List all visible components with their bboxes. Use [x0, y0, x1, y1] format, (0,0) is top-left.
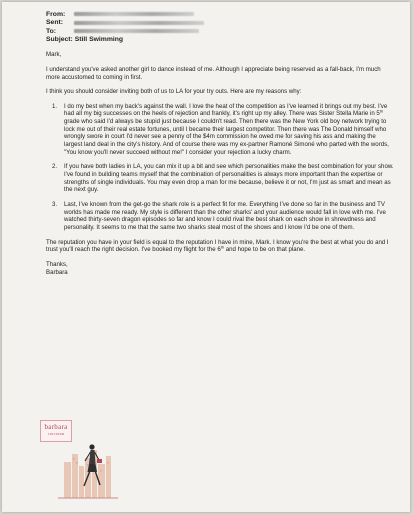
closing-text-cont: and hope to be on that plane.: [224, 246, 306, 254]
reason-number: 2.: [52, 163, 58, 171]
redacted-sent: [74, 21, 204, 25]
sent-line: [46, 19, 394, 27]
email-header: [46, 11, 394, 44]
signoff: [46, 261, 394, 276]
closing-paragraph: [46, 239, 394, 254]
redacted-from: [74, 12, 194, 16]
to-line: [46, 28, 394, 36]
reasons-list: [46, 103, 394, 232]
redacted-to: [74, 29, 199, 33]
skyline-illustration: [40, 420, 130, 502]
reason-item-3: [46, 201, 394, 232]
signature-name: Barbara: [46, 268, 68, 276]
reason-text: If you have both ladies in LA, you can mix it up a bit and see which personalities make the best combination for your show. I've found in building teams myself that the combination of personalities is always more important than the expertise or strengths of single individuals. You may even drop a man for me because, believe it or not, I'm just as smart and mean as the next guy.: [64, 163, 394, 194]
from-label: From:: [46, 11, 66, 18]
reason-number: 1.: [52, 102, 58, 110]
logo-subname: corcoran: [47, 431, 65, 436]
subject-label: Subject:: [46, 35, 73, 43]
paragraph-reasons-lead: I think you should consider inviting both of us to LA for your try outs. Here are my reasons why:: [46, 88, 302, 96]
subject-line: [46, 36, 394, 44]
to-label: To:: [46, 27, 57, 35]
reason-item-1: [46, 103, 394, 157]
sent-label: Sent:: [46, 19, 63, 27]
corcoran-logo: [40, 420, 130, 502]
paragraph-intro: I understand you've asked another girl to dance instead of me. Although I appreciate being reserved as a fall-back, I'm much more accustomed to coming in first.: [46, 65, 381, 81]
reason-text: I do my best when my back's against the wall. I love the heat of the competition as I've learned it brings out my best. I've had all my big successes on the heels of rejection and frankly, it's right up my alley. There was Sister Stella Marie in 5: [64, 102, 388, 118]
subject-text: Still Swimming: [74, 35, 124, 43]
reason-text: Last, I've known from the get-go the shark role is a perfect fit for me. Everything I've done so far in the business and TV worlds has made me ready. My style is different than the other sharks' and your audience would fall in love with me. I've watched thirty-seven dragon episodes so far and know I could rival the best shark on each show in shrewdness and personality. It seems to me that the same two sharks steal most of the shows and I know I'd be one of them.: [64, 200, 386, 232]
reason-item-2: [46, 163, 394, 194]
reason-number: 3.: [52, 200, 58, 208]
superscript: th: [220, 245, 225, 251]
from-line: [46, 11, 394, 19]
logo-name: barbara: [44, 423, 68, 431]
greeting: Mark,: [46, 51, 62, 59]
signoff-text: Thanks,: [46, 260, 68, 268]
reason-text-cont: grade who said I'd always be stupid just because I couldn't read. Then there was the New York old boy network trying to lock me out of their real estate fortunes, until I became their largest competitor. Then there was The Donald himself who wrongly swore in court I'd never see a penny of the $4m commission he owed me for saving his ass and making the largest land deal in the city's history. And of course there was my ex-partner Ramoné Simoné who parted with the words, "You know you'll never succeed without me!" I consider your rejection a lucky charm.: [64, 118, 389, 156]
closing-text: The reputation you have in your field is equal to the reputation I have in mine, Mark. I know you're the best at what you do and I trust you'll reach the right decision. I've booked my flight for the 6: [46, 238, 389, 254]
superscript: th: [379, 108, 384, 114]
